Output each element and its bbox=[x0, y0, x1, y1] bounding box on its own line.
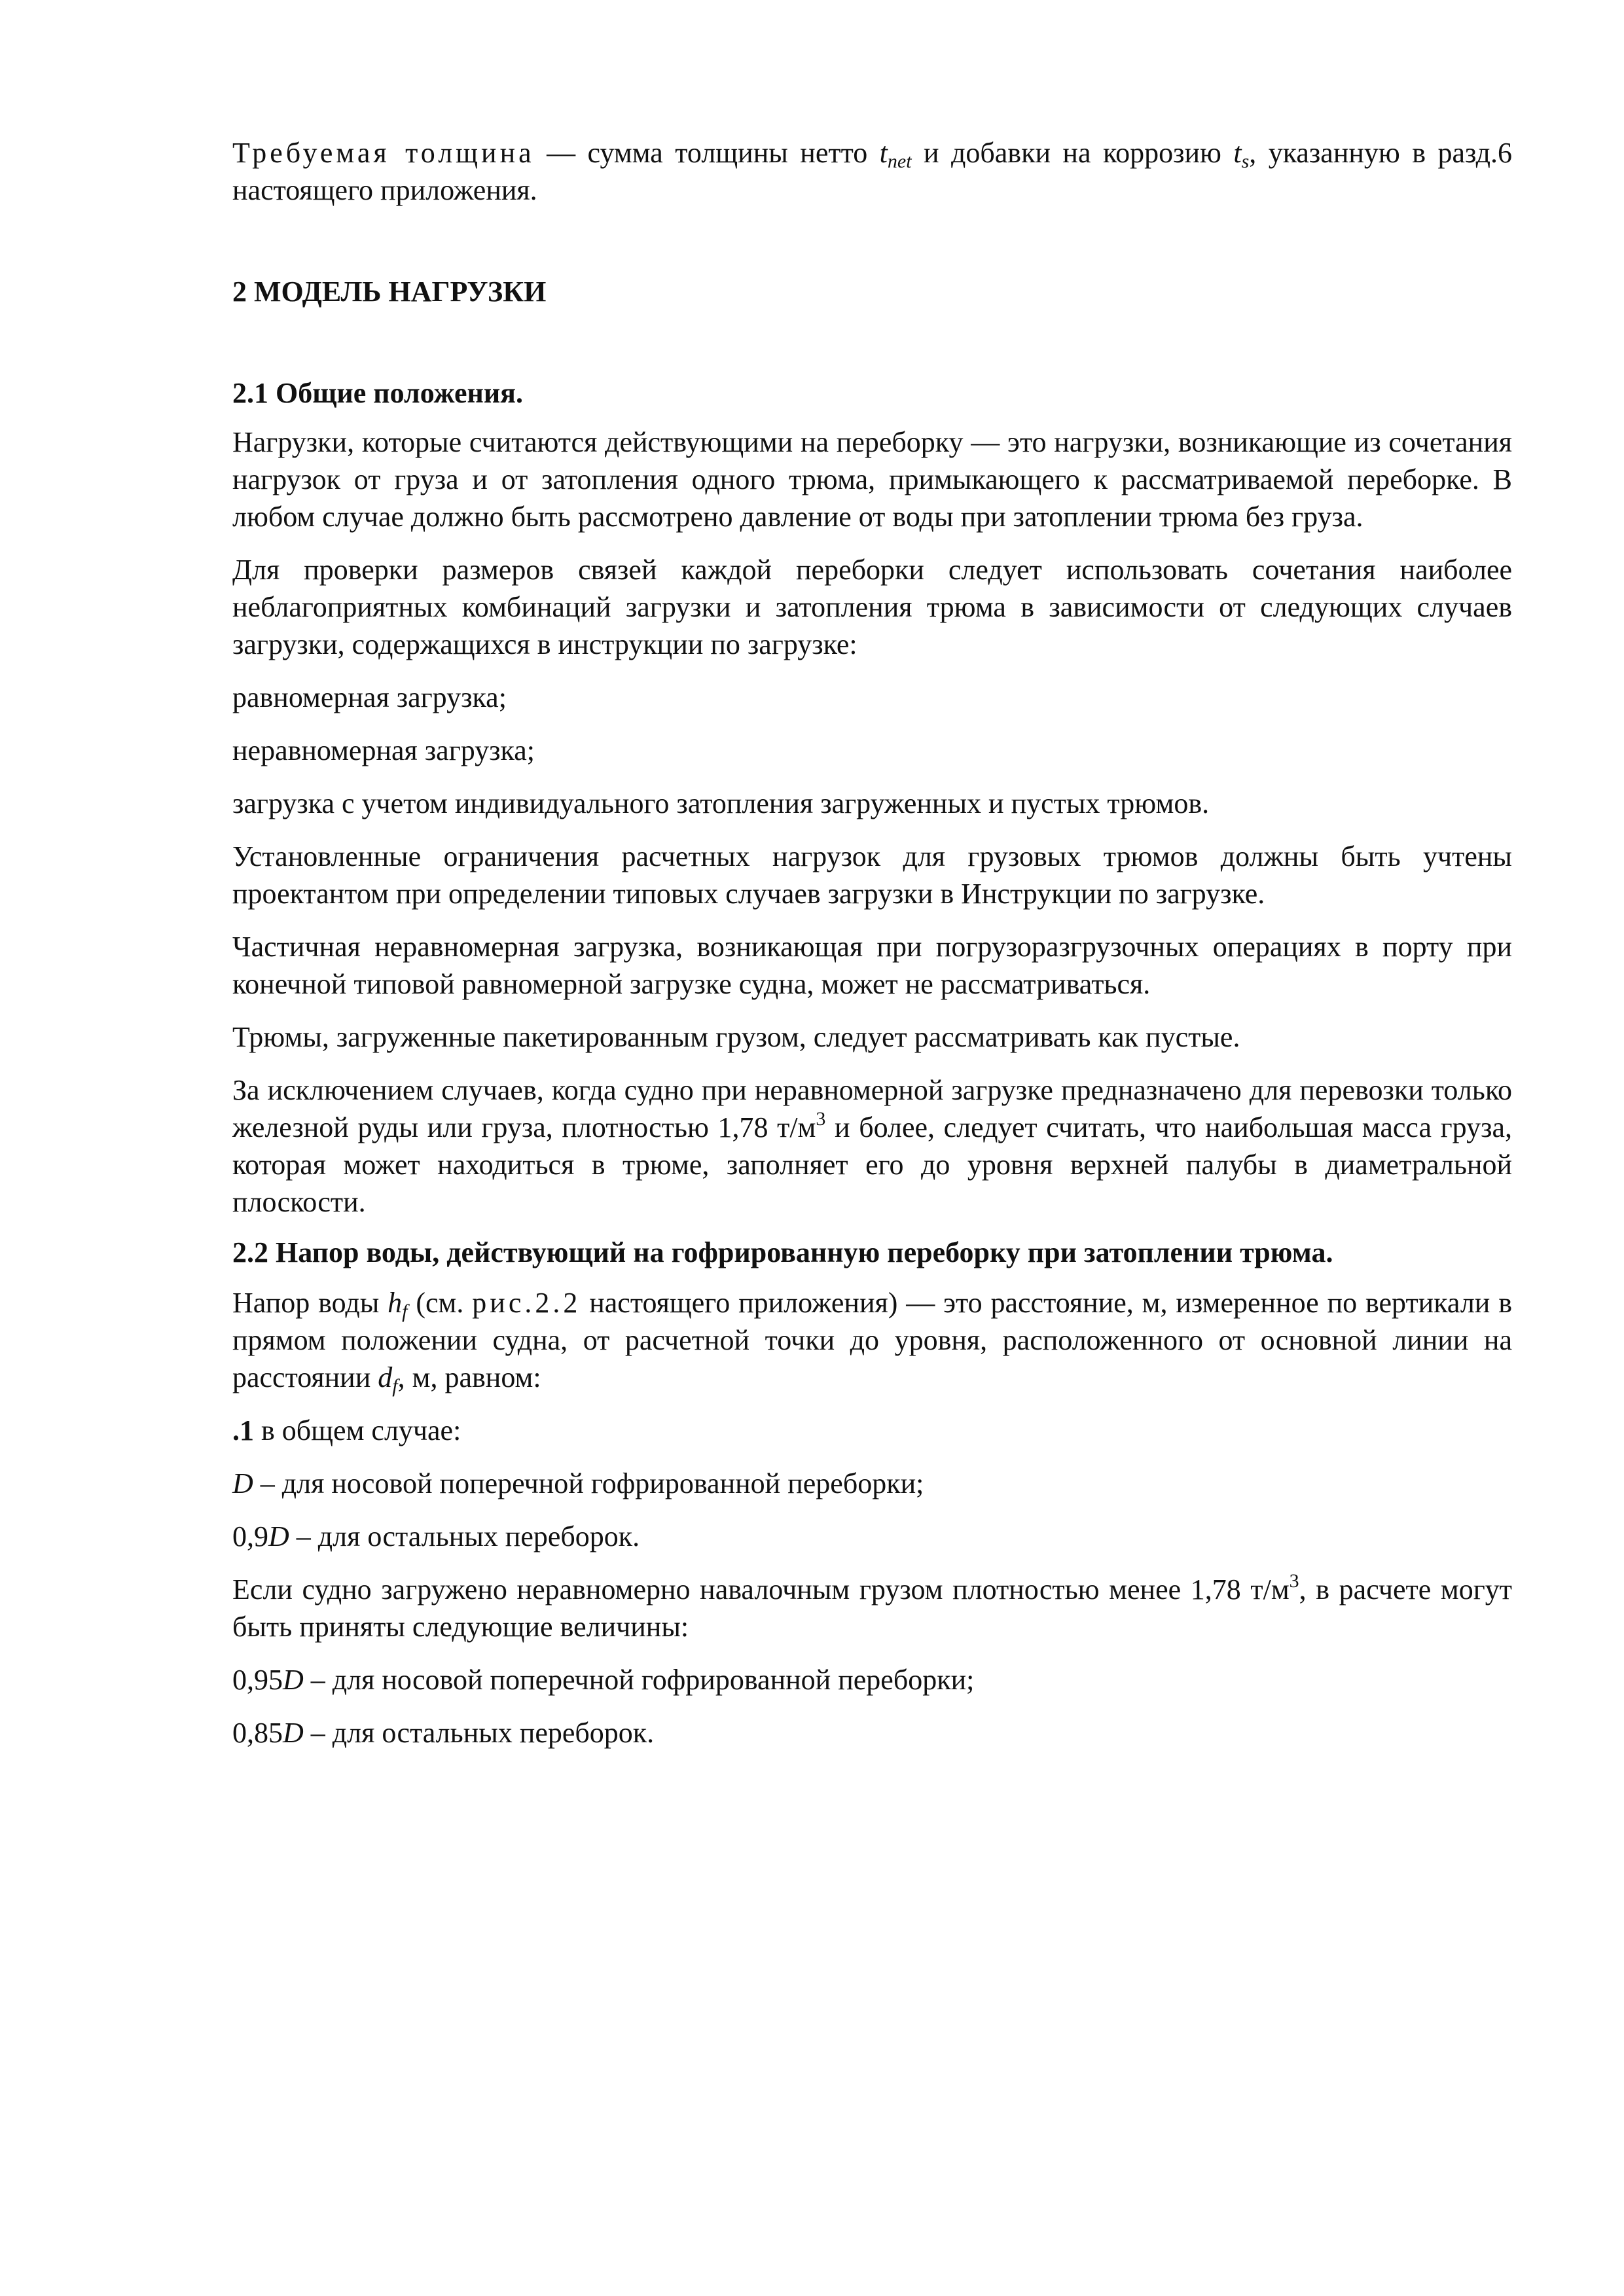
t-net-symbol: $t_{net}$ bbox=[879, 137, 912, 172]
section-2-heading: 2 МОДЕЛЬ НАГРУЗКИ bbox=[232, 276, 547, 308]
case-bow-bulkhead-095d: 0,95D – для носовой поперечной гофрированной переборки; bbox=[232, 1664, 975, 1696]
paragraph-2-1-4: Частичная неравномерная загрузка, возникающая при погрузоразгрузочных операциях в порту при конечной типовой равномерной загрузке судна, может не рассматриваться. bbox=[232, 931, 1512, 1000]
paragraph-2-2-2: Если судно загружено неравномерно навалочным грузом плотностью менее 1,78 $т/м^3$, в расчете могут быть приняты следующие величины: bbox=[232, 1570, 1512, 1643]
paragraph-2-2-1: Напор воды $h_f$ (см. рис.2.2 настоящего приложения) — это расстояние, м, измеренное по вертикали в прямом положении судна, от расчетной точки до уровня, расположенного от основной линии на расстоянии $d_f$, м, равном: bbox=[232, 1287, 1512, 1397]
intro-paragraph: Требуемая толщина — сумма толщины нетто $t_{net}$ и добавки на коррозию $t_s$, указанную в разд.6 настоящего приложения. bbox=[232, 137, 1512, 206]
paragraph-2-1-2: Для проверки размеров связей каждой переборки следует использовать сочетания наиболее неблагоприятных комбинаций загрузки и затопления трюма в зависимости от следующих случаев загрузки, содержащихся в инструкции по загрузке: bbox=[232, 554, 1512, 660]
h-f-symbol: $h_f$ bbox=[388, 1287, 408, 1322]
paragraph-2-1-6: За исключением случаев, когда судно при неравномерной загрузке предназначено для перевозки только железной руды или груза, плотностью 1,78 $т/м^3$ и более, следует считать, что наибольшая масса груза, которая может находиться в трюме, заполняет его до уровня верхней палубы в диаметральной плоскости. bbox=[232, 1074, 1512, 1218]
section-2-2-heading: 2.2 Напор воды, действующий на гофрированную переборку при затоплении трюма. bbox=[232, 1236, 1333, 1268]
d-f-symbol: $d_f$ bbox=[378, 1361, 398, 1397]
case-other-bulkheads-085d: 0,85D – для остальных переборок. bbox=[232, 1717, 655, 1749]
figure-reference: рис.2.2 bbox=[472, 1287, 581, 1319]
document-page bbox=[232, 134, 1512, 1751]
list-item-uniform-loading: равномерная загрузка; bbox=[232, 681, 507, 713]
list-item-nonuniform-loading: неравномерная загрузка; bbox=[232, 734, 535, 766]
list-item-flooding-loading: загрузка с учетом индивидуального затопления загруженных и пустых трюмов. bbox=[232, 787, 1210, 819]
case-bow-bulkhead-d: D – для носовой поперечной гофрированной переборки; bbox=[232, 1467, 924, 1499]
term-required-thickness: Требуемая толщина bbox=[232, 137, 535, 169]
t-s-symbol: $t_s$ bbox=[1233, 137, 1250, 172]
paragraph-2-1-1: Нагрузки, которые считаются действующими на переборку — это нагрузки, возникающие из сочетания нагрузок от груза и от затопления одного трюма, примыкающего к рассматриваемой переборке. В любом случае должно быть рассмотрено давление от воды при затоплении трюма без груза. bbox=[232, 426, 1512, 533]
paragraph-2-1-3: Установленные ограничения расчетных нагрузок для грузовых трюмов должны быть учтены проектантом при определении типовых случаев загрузки в Инструкции по загрузке. bbox=[232, 840, 1512, 910]
paragraph-2-1-5: Трюмы, загруженные пакетированным грузом, следует рассматривать как пустые. bbox=[232, 1021, 1240, 1053]
section-2-1-heading: 2.1 Общие положения. bbox=[232, 377, 523, 409]
case-other-bulkheads-09d: 0,9D – для остальных переборок. bbox=[232, 1520, 640, 1552]
item-1-general-case: .1 в общем случае: bbox=[232, 1414, 461, 1446]
